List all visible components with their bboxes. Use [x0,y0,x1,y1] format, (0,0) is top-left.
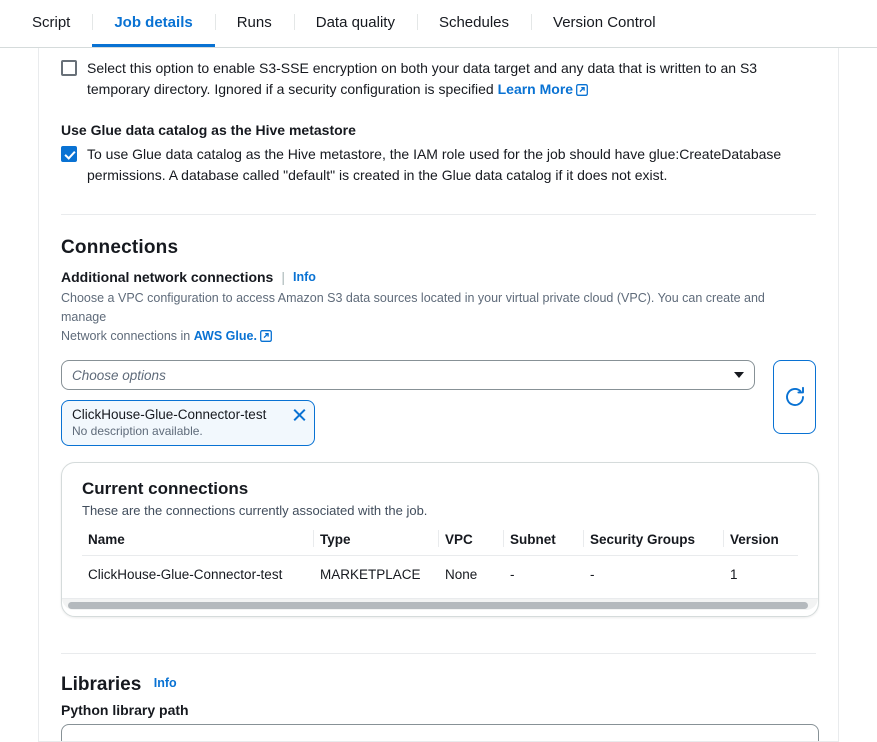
tab-label: Job details [114,13,193,31]
tab-data-quality[interactable] [294,0,417,47]
current-connections-table [82,528,798,592]
libraries-heading-row [61,654,816,696]
additional-network-connections-label: Additional network connections [61,269,274,285]
current-connections-subtitle: These are the connections currently associated with the job. [82,503,428,518]
column-header-type[interactable] [314,528,439,556]
current-connections-title: Current connections [82,479,249,498]
libraries-heading: Libraries [61,674,142,695]
connections-select-row [61,360,816,446]
tab-label: Runs [236,13,272,31]
column-header-vpc[interactable] [439,528,504,556]
connections-heading: Connections [61,237,179,258]
connections-description [61,289,806,348]
s3-sse-text-line1: Select this option to enable S3-SSE encryption on both your data target and any data that is written to an S3 [87,60,758,76]
tab-runs[interactable] [215,0,294,47]
connections-description-line2: Network connections in [61,329,191,343]
column-label: Type [320,532,351,547]
column-label: Version [730,532,779,547]
s3-sse-checkbox[interactable] [61,60,77,76]
python-library-path-label: Python library path [61,702,189,718]
job-details-content [38,48,839,742]
hive-text-line1: To use Glue data catalog as the Hive metastore, the IAM role used for the job should have glue:CreateDatabase [87,146,782,162]
scrollbar-thumb[interactable] [68,602,808,609]
python-library-path-input[interactable] [61,724,819,742]
connections-select-placeholder: Choose options [72,367,166,383]
libraries-info-link[interactable]: Info [153,676,177,690]
aws-glue-link[interactable]: AWS Glue. [193,329,257,343]
learn-more-link[interactable]: Learn More [497,81,574,97]
additional-network-connections-label-row [61,269,816,285]
s3-sse-option-row [61,48,816,102]
tab-schedules[interactable] [417,0,531,47]
tab-job-details[interactable] [92,0,214,47]
cell-vpc: None [445,567,478,582]
s3-sse-description [87,58,807,102]
tab-label: Data quality [315,13,395,31]
external-link-icon [576,81,588,102]
hive-metastore-description [87,144,807,186]
selected-connection-token[interactable] [61,400,315,446]
external-link-icon [260,329,272,348]
divider-connections [61,214,816,215]
tab-label: Script [32,13,71,31]
column-label: VPC [445,532,473,547]
column-header-security-groups[interactable] [584,528,724,556]
current-connections-panel [61,462,819,617]
tab-label: Schedules [438,13,510,31]
tab-bar [0,0,877,48]
tab-version-control[interactable] [531,0,678,47]
table-row[interactable] [82,556,798,593]
hive-text-line2: permissions. A database called "default" is created in the Glue data catalog if it does not exist. [87,167,668,183]
chevron-down-icon [734,372,744,378]
column-label: Security Groups [590,532,696,547]
cell-subnet: - [510,567,515,582]
column-label: Subnet [510,532,556,547]
s3-sse-text-line2: temporary directory. Ignored if a security configuration is specified [87,81,494,97]
column-header-version[interactable] [724,528,798,556]
token-title: ClickHouse-Glue-Connector-test [72,407,267,422]
column-label: Name [88,532,125,547]
refresh-icon [783,385,807,409]
hive-metastore-heading: Use Glue data catalog as the Hive metastore [61,122,356,138]
refresh-connections-button[interactable] [773,360,816,434]
column-header-name[interactable] [82,528,314,556]
cell-security-groups: - [590,567,595,582]
column-header-subnet[interactable] [504,528,584,556]
connections-description-line1: Choose a VPC configuration to access Amazon S3 data sources located in your virtual private cloud (VPC). You can create and manage [61,291,765,324]
tab-label: Version Control [553,13,656,31]
tab-script[interactable] [10,0,92,47]
hive-metastore-checkbox[interactable] [61,146,77,162]
table-horizontal-scrollbar[interactable] [62,598,818,610]
connections-info-link[interactable]: Info [293,270,316,284]
hive-metastore-option-row [61,142,816,186]
label-separator: | [281,269,285,285]
cell-type: MARKETPLACE [320,567,421,582]
token-subtitle: No description available. [72,424,203,438]
cell-version: 1 [730,567,738,582]
close-icon[interactable] [292,408,306,422]
cell-name: ClickHouse-Glue-Connector-test [88,567,283,582]
connections-select[interactable] [61,360,755,390]
table-header-row [82,528,798,556]
